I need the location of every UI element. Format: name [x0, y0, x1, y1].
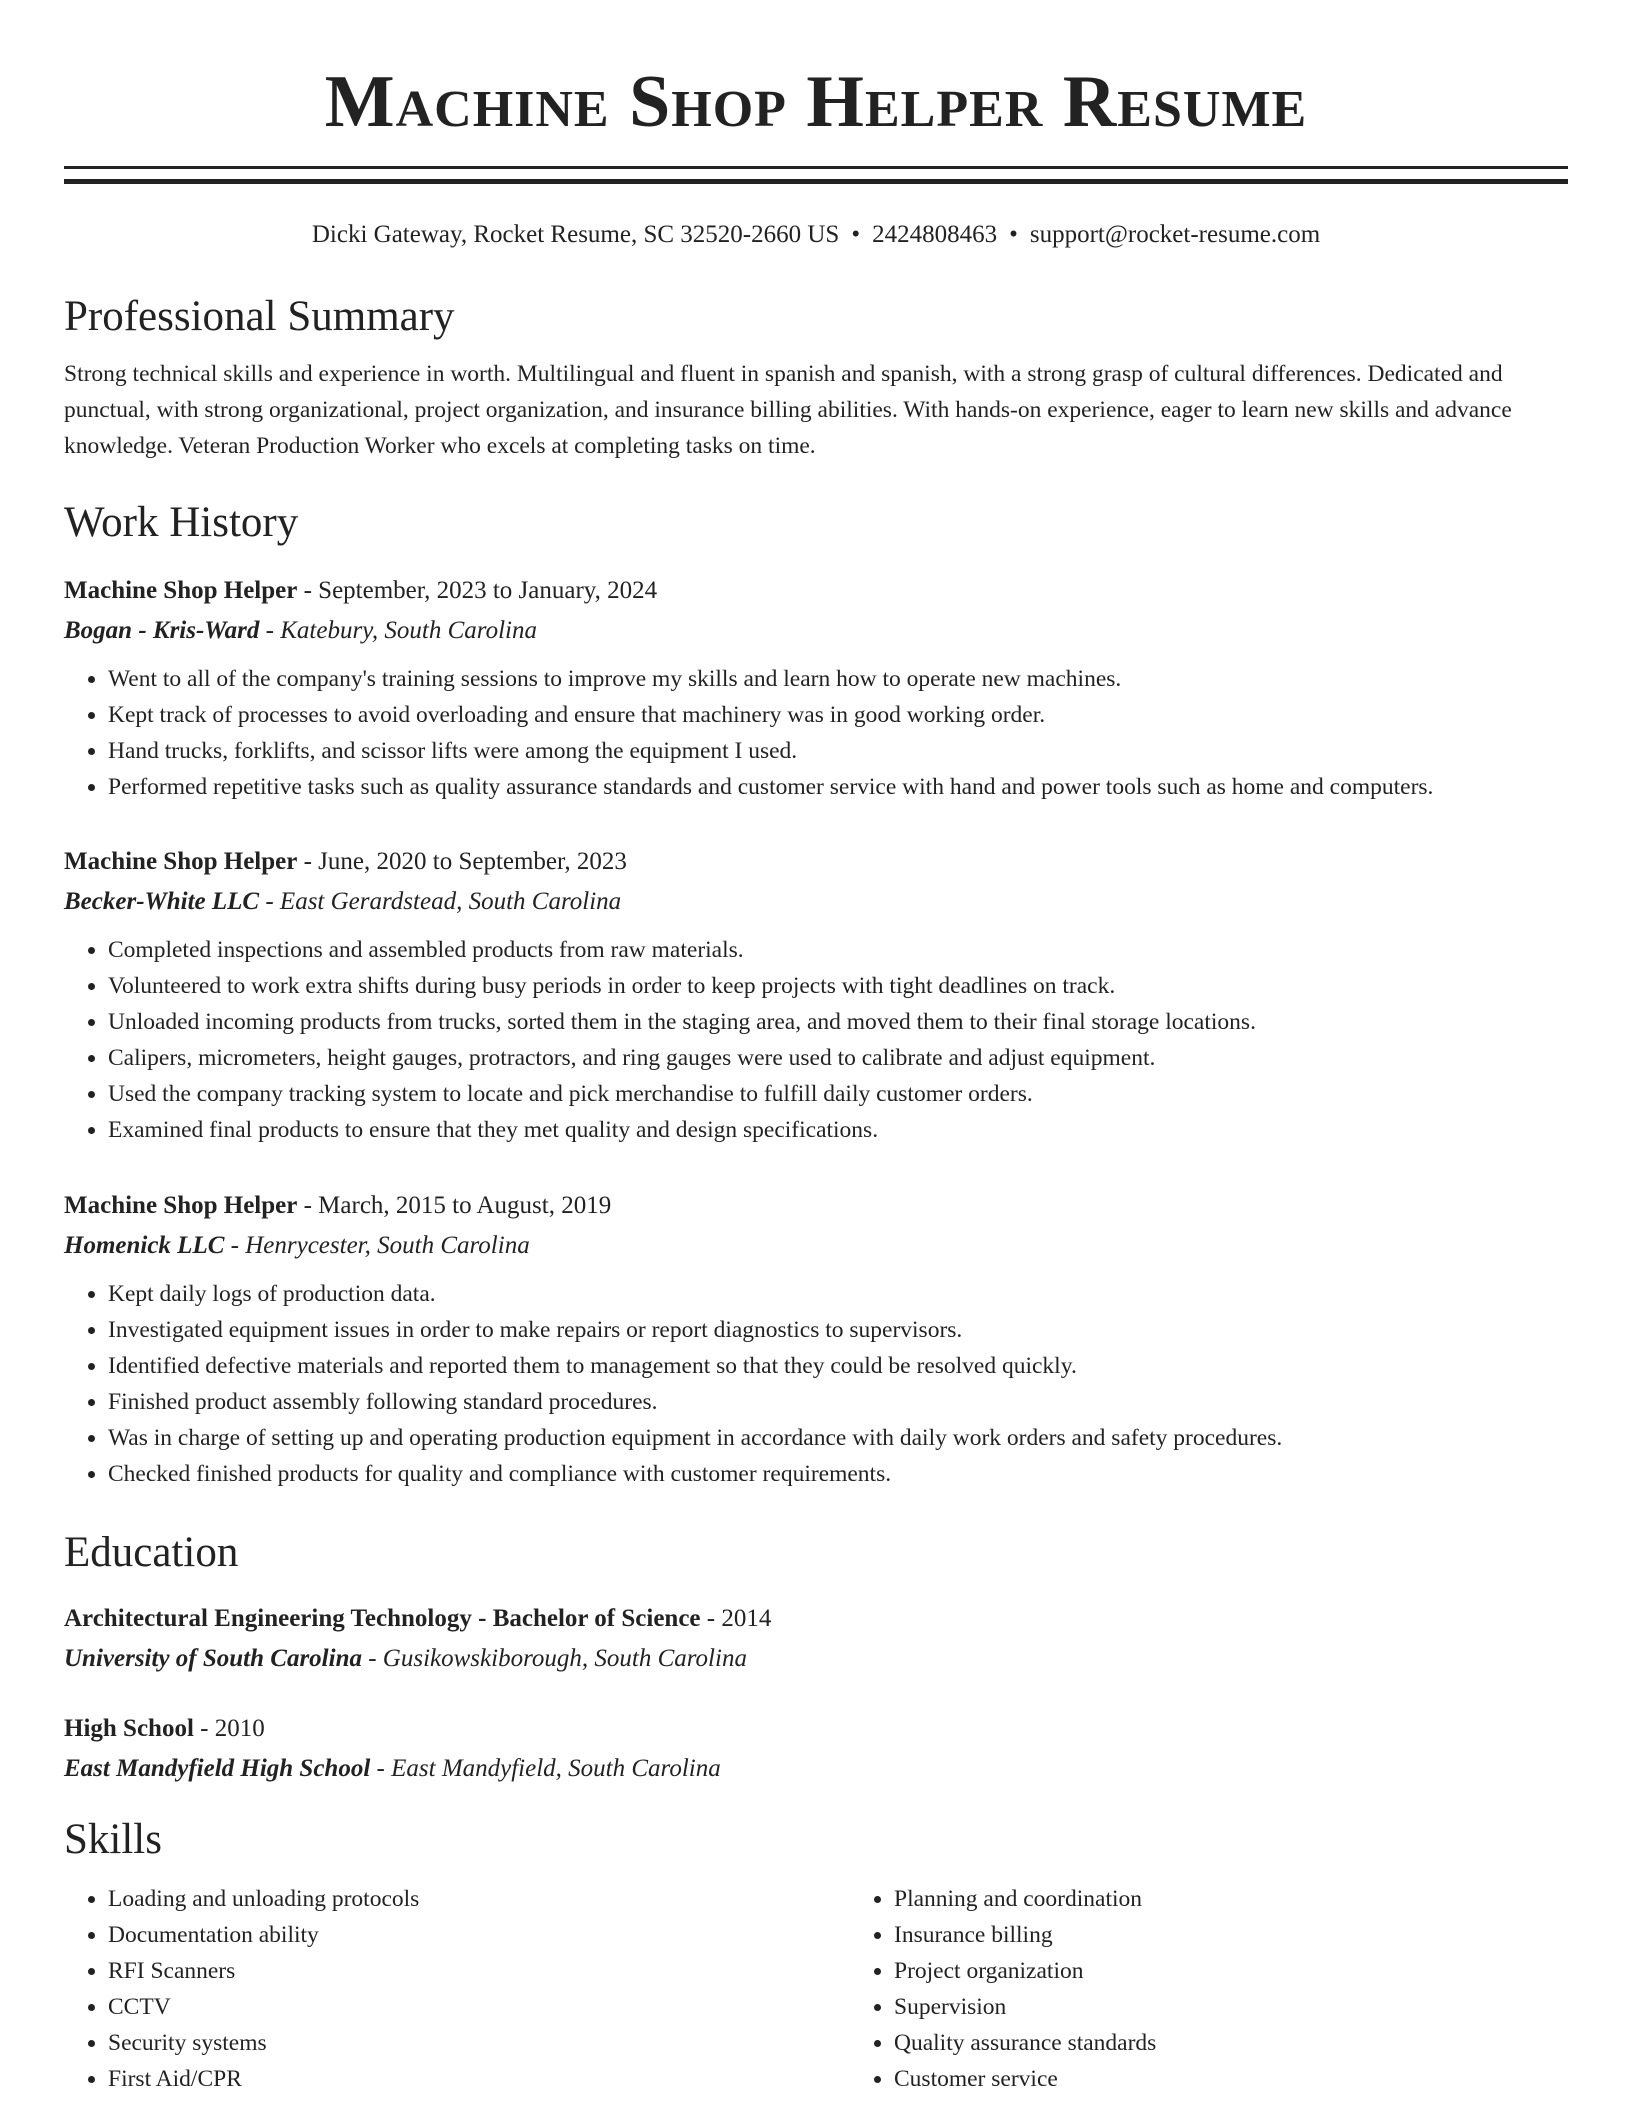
job-entry: [64, 575, 1568, 805]
job-company: Bogan - Kris-Ward: [64, 617, 260, 644]
job-title-line: [64, 846, 1568, 878]
education-heading: Education: [64, 1529, 239, 1576]
list-item: • Kept track of processes to avoid overloading and ensure that machinery was in good working order.: [108, 697, 1568, 733]
job-duties-list: [64, 1276, 1568, 1492]
job-entry: [64, 846, 1568, 1148]
education-entry: [64, 1603, 1568, 1675]
list-item: • Security systems: [108, 2025, 850, 2061]
contact-line: [64, 220, 1568, 250]
job-company-line: [64, 1230, 1568, 1262]
job-dates: - March, 2015 to August, 2019: [297, 1192, 612, 1219]
list-item: • Loading and unloading protocols: [108, 1881, 850, 1917]
summary-text: Strong technical skills and experience in worth. Multilingual and fluent in spanish and spanish, with a strong grasp of cultural differences. Dedicated and punctual, with strong organizational, project organization, and insurance billing abilities. With hands-on experience, eager to learn new skills and advance knowledge. Veteran Production Worker who excels at completing tasks on time.: [64, 361, 1512, 459]
skills-columns: [64, 1869, 1568, 2097]
degree: High School: [64, 1715, 194, 1742]
school-line: [64, 1643, 1568, 1675]
list-item: • Identified defective materials and reported them to management so that they could be resolved quickly.: [108, 1348, 1568, 1384]
job-title-line: [64, 1190, 1568, 1222]
job-dates: - September, 2023 to January, 2024: [297, 577, 658, 604]
list-item: • Completed inspections and assembled products from raw materials.: [108, 932, 1568, 968]
job-duties-list: [64, 932, 1568, 1148]
school-location: - East Mandyfield, South Carolina: [370, 1755, 721, 1782]
school-name: East Mandyfield High School: [64, 1755, 371, 1782]
graduation-year: - 2014: [700, 1605, 772, 1632]
work-history-heading: Work History: [64, 499, 299, 546]
list-item: • Quality assurance standards: [894, 2025, 1632, 2061]
list-item: • Planning and coordination: [894, 1881, 1632, 1917]
job-company: Becker-White LLC: [64, 888, 260, 915]
job-company: Homenick LLC: [64, 1232, 225, 1259]
job-title: Machine Shop Helper: [64, 1192, 298, 1219]
list-item: • Calipers, micrometers, height gauges, protractors, and ring gauges were used to calibrate and adjust equipment.: [108, 1040, 1568, 1076]
list-item: • Documentation ability: [108, 1917, 850, 1953]
job-location: - East Gerardstead, South Carolina: [259, 888, 622, 915]
list-item: • First Aid/CPR: [108, 2061, 850, 2097]
resume-title: Machine Shop Helper Resume: [324, 61, 1308, 143]
skills-list-left: [64, 1881, 850, 2097]
job-company-line: [64, 615, 1568, 647]
list-item: • Hand trucks, forklifts, and scissor lifts were among the equipment I used.: [108, 733, 1568, 769]
degree-line: [64, 1603, 1568, 1635]
title-double-rule: [64, 166, 1568, 184]
graduation-year: - 2010: [193, 1715, 265, 1742]
list-item: • Was in charge of setting up and operating production equipment in accordance with daily work orders and safety procedures.: [108, 1420, 1568, 1456]
job-dates: - June, 2020 to September, 2023: [297, 848, 627, 875]
list-item: • Kept daily logs of production data.: [108, 1276, 1568, 1312]
education-section: [64, 1528, 1568, 1578]
list-item: • Unloaded incoming products from trucks, sorted them in the staging area, and moved them to their final storage locations.: [108, 1004, 1568, 1040]
skills-list-right: [850, 1881, 1632, 2097]
contact-separator: •: [1009, 221, 1018, 248]
job-location: - Katebury, South Carolina: [259, 617, 537, 644]
list-item: • Finished product assembly following standard procedures.: [108, 1384, 1568, 1420]
skills-section: [64, 1815, 1568, 2097]
education-entry: [64, 1713, 1568, 1785]
list-item: • Volunteered to work extra shifts during busy periods in order to keep projects with tight deadlines on track.: [108, 968, 1568, 1004]
work-history-section: [64, 498, 1568, 548]
job-title: Machine Shop Helper: [64, 848, 298, 875]
contact-phone: 2424808463: [872, 221, 998, 248]
list-item: • Used the company tracking system to locate and pick merchandise to fulfill daily customer orders.: [108, 1076, 1568, 1112]
contact-address: Dicki Gateway, Rocket Resume, SC 32520-2660 US: [311, 221, 840, 248]
list-item: • Checked finished products for quality and compliance with customer requirements.: [108, 1456, 1568, 1492]
list-item: • Customer service: [894, 2061, 1632, 2097]
list-item: • CCTV: [108, 1989, 850, 2025]
resume-page: [64, 0, 1568, 2092]
skills-heading: Skills: [64, 1816, 162, 1863]
school-location: - Gusikowskiborough, South Carolina: [361, 1645, 747, 1672]
list-item: • Performed repetitive tasks such as quality assurance standards and customer service with hand and power tools such as home and computers.: [108, 769, 1568, 805]
job-title: Machine Shop Helper: [64, 577, 298, 604]
summary-section: [64, 292, 1568, 464]
job-duties-list: [64, 661, 1568, 805]
school-line: [64, 1753, 1568, 1785]
degree-line: [64, 1713, 1568, 1745]
list-item: • RFI Scanners: [108, 1953, 850, 1989]
job-entry: [64, 1190, 1568, 1492]
contact-email: support@rocket-resume.com: [1029, 221, 1321, 248]
list-item: • Investigated equipment issues in order to make repairs or report diagnostics to supervisors.: [108, 1312, 1568, 1348]
list-item: • Examined final products to ensure that they met quality and design specifications.: [108, 1112, 1568, 1148]
degree: Architectural Engineering Technology - Bachelor of Science: [64, 1605, 701, 1632]
list-item: • Went to all of the company's training sessions to improve my skills and learn how to operate new machines.: [108, 661, 1568, 697]
list-item: • Project organization: [894, 1953, 1632, 1989]
job-title-line: [64, 575, 1568, 607]
job-company-line: [64, 886, 1568, 918]
school-name: University of South Carolina: [64, 1645, 362, 1672]
list-item: • Supervision: [894, 1989, 1632, 2025]
summary-heading: Professional Summary: [64, 293, 455, 340]
contact-separator: •: [851, 221, 861, 248]
job-location: - Henrycester, South Carolina: [224, 1232, 530, 1259]
list-item: • Insurance billing: [894, 1917, 1632, 1953]
